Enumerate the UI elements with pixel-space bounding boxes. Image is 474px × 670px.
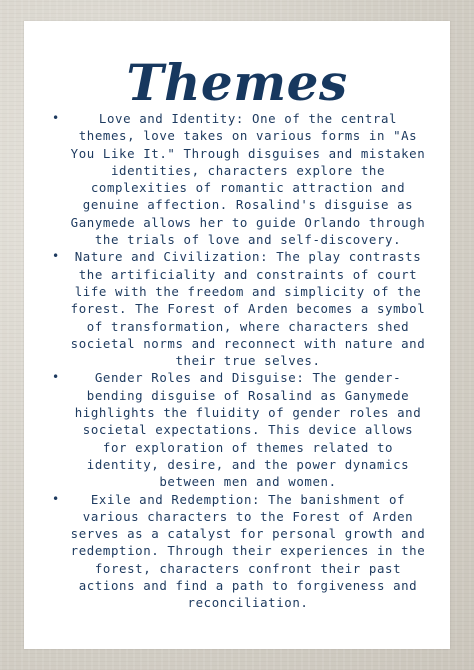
- list-item-gender-roles: [46, 369, 428, 490]
- bullet-icon: •: [52, 370, 60, 385]
- list-item-text: Exile and Redemption: The banishment of various characters to the Forest of Arden serves as a catalyst for personal growth and redemption. Through their experiences in the forest, characters confront their past actions and find a path to forgiveness and reconciliation.: [70, 491, 426, 611]
- list-item-text: Nature and Civilization: The play contrasts the artificiality and constraints of court life with the freedom and simplicity of the forest. The Forest of Arden becomes a symbol of transformation, where characters shed societal norms and reconnect with nature and their true selves.: [70, 249, 426, 369]
- page-title: Themes: [126, 53, 348, 112]
- bullet-icon: •: [52, 491, 60, 506]
- bullet-icon: •: [52, 111, 60, 125]
- list-item-nature-and-civilization: [46, 248, 428, 369]
- themes-list: [46, 110, 428, 612]
- list-item-exile-and-redemption: [46, 491, 428, 612]
- list-item-text: Gender Roles and Disguise: The gender-bending disguise of Rosalind as Ganymede highlights the fluidity of gender roles and societal expectations. This device allows for exploration of themes related to identity, desire, and the power dynamics between men and women.: [74, 370, 422, 490]
- list-item-text: Love and Identity: One of the central themes, love takes on various forms in "As You Like It." Through disguises and mistaken identities, characters explore the complexities of romantic attraction and genuine affection. Rosalind's disguise as Ganymede allows her to guide Orlando through the trials of love and self-discovery.: [70, 111, 426, 248]
- document-sheet: [24, 21, 450, 649]
- list-item-love-and-identity: [46, 110, 428, 248]
- bullet-icon: •: [52, 249, 60, 264]
